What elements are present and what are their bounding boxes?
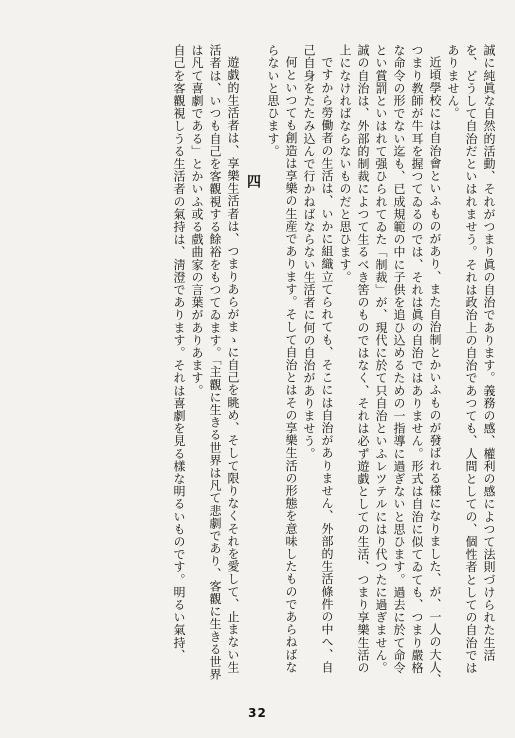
text-line-2: を、どうして自治だといはれませう。それは政治上の自治であつても、人間としての、個性者としての自治では [464,44,478,674]
text-line-17: 自己を客觀視しうる生活者の氣持は、淸澄であります。それは喜劇を見る樣な明るいものです。明るい氣持、 [172,44,186,662]
text-line-3: ありません。 [446,44,460,120]
text-line-6: な命令の形でない迄も、已成規範の中に子供を追ひ込めるための一指導に過ぎないと思ひます。過去に於て命令 [392,44,406,674]
vertical-text-body [28,44,498,694]
text-line-10: ですから勞働者の生活は、いかに組織立てられても、そこには自治がありません、外部的生活條件の中へ、自 [320,56,334,674]
text-line-16: は凡て喜劇である」とかいふ或る戲曲家の言葉がありあます。 [190,44,204,397]
text-line-9: 上になければならないものだと思ひます。 [338,44,352,284]
text-line-8: 誠の自治は、外部的制裁によつて生るべき筈のものではなく、それは必ず遊戯としての生活、つまり享樂生活の [356,44,370,674]
text-line-14: 遊戯的生活者は、享樂生活者は、つまりあらがまゝに自己を眺め、そして限りなくそれを愛して、止まない生 [226,56,240,674]
text-line-12: 何といつても創造は享樂の生産であります。そして自治とはその享樂生活の形態を意味したものであらねばな [284,56,298,674]
text-line-5: つまり教師が牛耳を握つてゐるのでは、それは眞の自治ではありません。形式は自治に似てゐても、つまり嚴格 [410,44,424,674]
text-line-11: 己自身をたたみ込んで行かねばならない生活者に何の自治がありませう。 [302,44,316,460]
page-number: 32 [248,706,267,720]
section-number: 四 [245,174,261,190]
text-line-1: 誠に純眞な自然的活動、それがつまり眞の自治であります。義務の感、權利の感によつて法則づけられた生活 [482,44,496,662]
text-line-13: らないと思ひます。 [266,44,280,158]
text-line-15: 活者は、いつも自己を客觀視する餘裕をもつてゐます。「主觀に生きる世界は凡て悲劇であり、客觀に生きる世界 [208,44,222,681]
text-line-7: とい賞罰といはれて强ひられてゐた「制裁」が、現代に於て只自治といふレツテルにはり代つたに過ぎません。 [374,44,388,674]
text-line-4: 近頃學校には自治會といふものがあり、また自治制とかいふものが發ばれる樣になりました、が、一人の大人、 [428,56,442,686]
